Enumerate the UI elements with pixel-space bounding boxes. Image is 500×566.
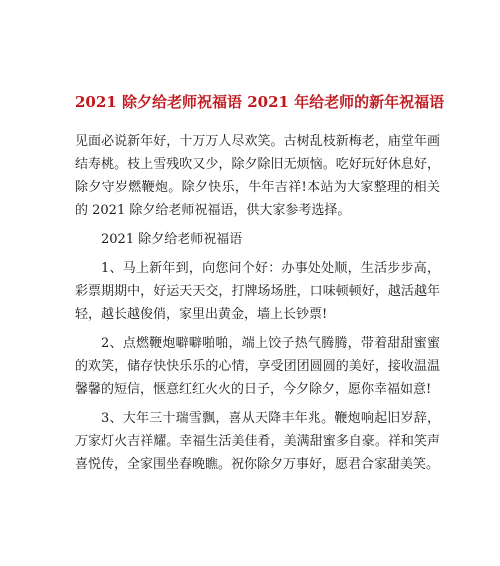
blessing-item-3: 3、大年三十瑞雪飘，喜从天降丰年兆。鞭炮响起旧岁辞，万家灯火吉祥耀。幸福生活美佳肴，美满甜蜜多自豪。祥和笑声喜悦传，全家围坐春晚瞧。祝你除夕万事好，愿君合家甜美笑。 bbox=[75, 411, 440, 472]
document-title: 2021 除夕给老师祝福语 2021 年给老师的新年祝福语 bbox=[75, 93, 445, 111]
document-body bbox=[75, 130, 440, 476]
blessing-item-2: 2、点燃鞭炮噼噼啪啪，端上饺子热气腾腾，带着甜甜蜜蜜的欢笑，储存快快乐乐的心情，享受团团圆圆的美好，接收温温馨馨的短信，惬意红红火火的日子，今夕除夕，愿你幸福如意! bbox=[75, 336, 440, 397]
blessing-item-1: 1、马上新年到，向您问个好：办事处处顺，生活步步高，彩票期期中，好运天天交，打牌场场胜，口味顿顿好，越活越年轻，越长越俊俏，家里出黄金，墙上长钞票! bbox=[75, 261, 440, 322]
intro-paragraph: 见面必说新年好，十万万人尽欢笑。古树乱枝新梅老，庙堂年画结寿桃。枝上雪残吹又少，除夕除旧无烦恼。吃好玩好休息好，除夕守岁燃鞭炮。除夕快乐，牛年吉祥!本站为大家整理的相关的 2021 除夕给老师祝福语，供大家参考选择。 bbox=[75, 134, 440, 218]
section-heading: 2021 除夕给老师祝福语 bbox=[101, 232, 243, 247]
